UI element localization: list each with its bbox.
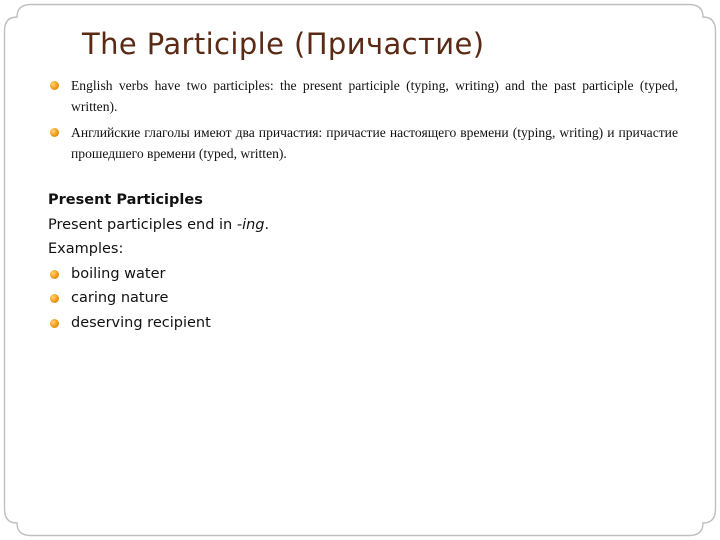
example-text: deserving recipient [71,314,211,331]
examples-label: Examples: [48,241,124,257]
list-item [48,75,678,117]
orange-dot-bullet-icon [50,81,59,90]
rule-end: . [264,216,270,233]
bullet-text-russian: Английские глаголы имеют два причастия: причастие настоящего времени (typing, writing) и причастие прошедшего времени (typed, written). [71,125,678,161]
suffix-text: -ing [236,216,265,233]
slide-title: The Participle (Причастие) [82,27,485,61]
example-text: caring nature [71,290,169,306]
list-item [48,286,668,311]
orange-dot-bullet-icon [50,128,59,137]
orange-dot-bullet-icon [50,270,59,279]
example-text: boiling water [71,265,166,282]
rule-text: Present participles end in [48,216,237,233]
present-participles-section [48,188,668,335]
rule-line [48,213,668,238]
bullet-text-english: English verbs have two participles: the present participle (typing, writing) and the past participle (typed, written). [71,78,678,114]
list-item [48,122,678,164]
examples-list [48,262,668,336]
orange-dot-bullet-icon [50,294,59,303]
list-item [48,262,668,287]
list-item [48,311,668,336]
intro-bullet-list [48,75,678,169]
orange-dot-bullet-icon [50,319,59,328]
section-heading: Present Participles [48,192,203,208]
